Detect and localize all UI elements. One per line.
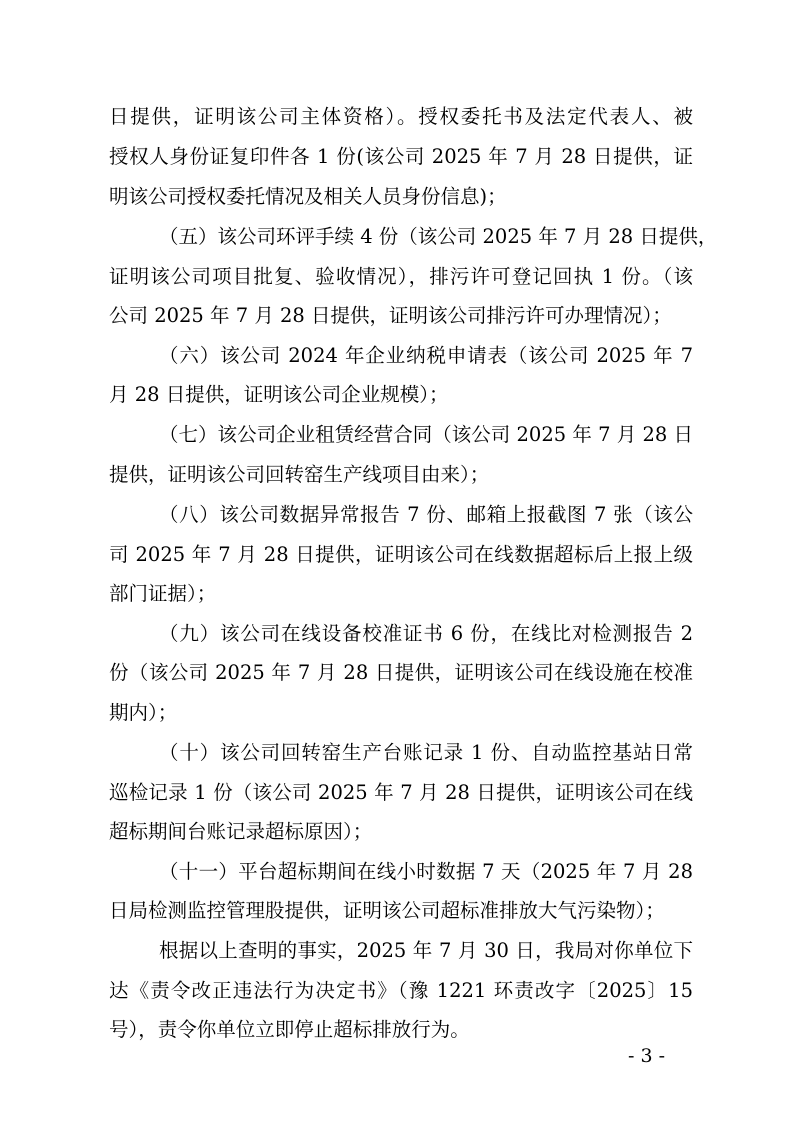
text-line: （八）该公司数据异常报告 7 份、邮箱上报截图 7 张（该公 xyxy=(159,503,693,526)
text-line: （十一）平台超标期间在线小时数据 7 天（2025 年 7 月 28 xyxy=(159,860,693,883)
text-line: 公司 2025 年 7 月 28 日提供，证明该公司排污许可办理情况）； xyxy=(109,304,672,327)
text-line: 日提供，证明该公司主体资格）。授权委托书及法定代表人、被 xyxy=(109,105,693,128)
text-line: （七）该公司企业租赁经营合同（该公司 2025 年 7 月 28 日 xyxy=(159,423,693,446)
text-line: 巡检记录 1 份（该公司 2025 年 7 月 28 日提供，证明该公司在线 xyxy=(109,781,693,804)
text-line: 期内）； xyxy=(109,701,178,724)
text-line: 根据以上查明的事实，2025 年 7 月 30 日，我局对你单位下 xyxy=(159,939,693,962)
text-line: 超标期间台账记录超标原因）； xyxy=(109,820,373,843)
text-line: 提供，证明该公司回转窑生产线项目由来）； xyxy=(109,463,490,486)
text-line: 授权人身份证复印件各 1 份(该公司 2025 年 7 月 28 日提供，证 xyxy=(109,145,693,168)
text-line: 明该公司授权委托情况及相关人员身份信息)； xyxy=(109,185,507,208)
text-line: （九）该公司在线设备校准证书 6 份，在线比对检测报告 2 xyxy=(159,622,693,645)
text-line: （五）该公司环评手续 4 份（该公司 2025 年 7 月 28 日提供， xyxy=(159,225,718,248)
text-line: 月 28 日提供，证明该公司企业规模）； xyxy=(109,383,449,406)
text-line: （六）该公司 2024 年企业纳税申请表（该公司 2025 年 7 xyxy=(159,344,693,367)
text-line: 号），责令你单位立即停止超标排放行为。 xyxy=(109,1018,470,1041)
text-line: 份（该公司 2025 年 7 月 28 日提供，证明该公司在线设施在校准 xyxy=(109,661,693,684)
page-number: - 3 - xyxy=(628,1045,666,1067)
text-line: 证明该公司项目批复、验收情况），排污许可登记回执 1 份。（该 xyxy=(109,265,693,288)
text-line: （十）该公司回转窑生产台账记录 1 份、自动监控基站日常 xyxy=(159,741,693,764)
text-line: 达《责令改正违法行为决定书》（豫 1221 环责改字〔2025〕15 xyxy=(109,979,693,1002)
text-line: 部门证据）； xyxy=(109,582,217,605)
text-line: 司 2025 年 7 月 28 日提供，证明该公司在线数据超标后上报上级 xyxy=(109,543,693,566)
text-line: 日局检测监控管理股提供，证明该公司超标准排放大气污染物）； xyxy=(109,899,665,922)
